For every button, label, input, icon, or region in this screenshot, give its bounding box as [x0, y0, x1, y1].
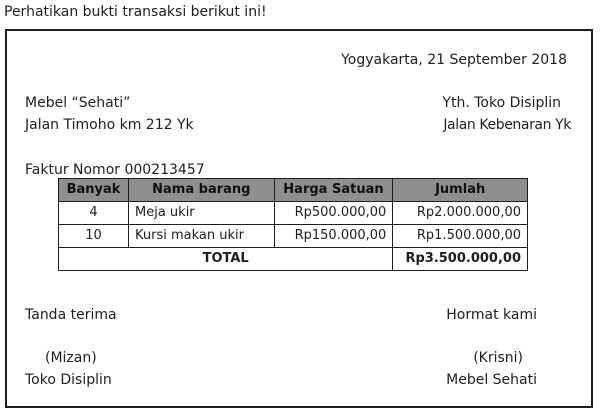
total-value: Rp3.500.000,00 — [393, 248, 528, 271]
invoice-number: Faktur Nomor 000213457 — [25, 162, 205, 178]
total-label: TOTAL — [59, 248, 393, 271]
recipient-name: Yth. Toko Disiplin — [442, 95, 561, 111]
cell-qty: 10 — [59, 225, 129, 248]
seller-name: Mebel “Sehati” — [25, 95, 131, 111]
cell-item: Meja ukir — [129, 202, 275, 225]
table-row — [59, 202, 528, 225]
regards-heading: Hormat kami — [446, 307, 537, 323]
cell-amount: Rp1.500.000,00 — [393, 225, 528, 248]
cell-unit-price: Rp500.000,00 — [274, 202, 393, 225]
recipient-address: Jalan Kebenaran Yk — [443, 117, 571, 133]
table-row — [59, 225, 528, 248]
instruction-text: Perhatikan bukti transaksi berikut ini! — [4, 4, 267, 20]
sender-organization: Mebel Sehati — [446, 372, 537, 388]
cell-item: Kursi makan ukir — [129, 225, 275, 248]
receiver-signature-name: (Mizan) — [45, 350, 97, 366]
cell-unit-price: Rp150.000,00 — [274, 225, 393, 248]
header-harga-satuan: Harga Satuan — [274, 179, 393, 202]
cell-amount: Rp2.000.000,00 — [393, 202, 528, 225]
header-jumlah: Jumlah — [393, 179, 528, 202]
sender-signature-name: (Krisni) — [473, 350, 523, 366]
header-banyak: Banyak — [59, 179, 129, 202]
invoice-document — [5, 29, 593, 408]
receipt-heading: Tanda terima — [25, 307, 117, 323]
table-total-row — [59, 248, 528, 271]
table-header-row — [59, 179, 528, 202]
header-nama-barang: Nama barang — [129, 179, 275, 202]
cell-qty: 4 — [59, 202, 129, 225]
receiver-organization: Toko Disiplin — [25, 372, 112, 388]
seller-address: Jalan Timoho km 212 Yk — [25, 117, 194, 133]
place-date: Yogyakarta, 21 September 2018 — [341, 52, 567, 68]
invoice-table — [58, 178, 528, 271]
